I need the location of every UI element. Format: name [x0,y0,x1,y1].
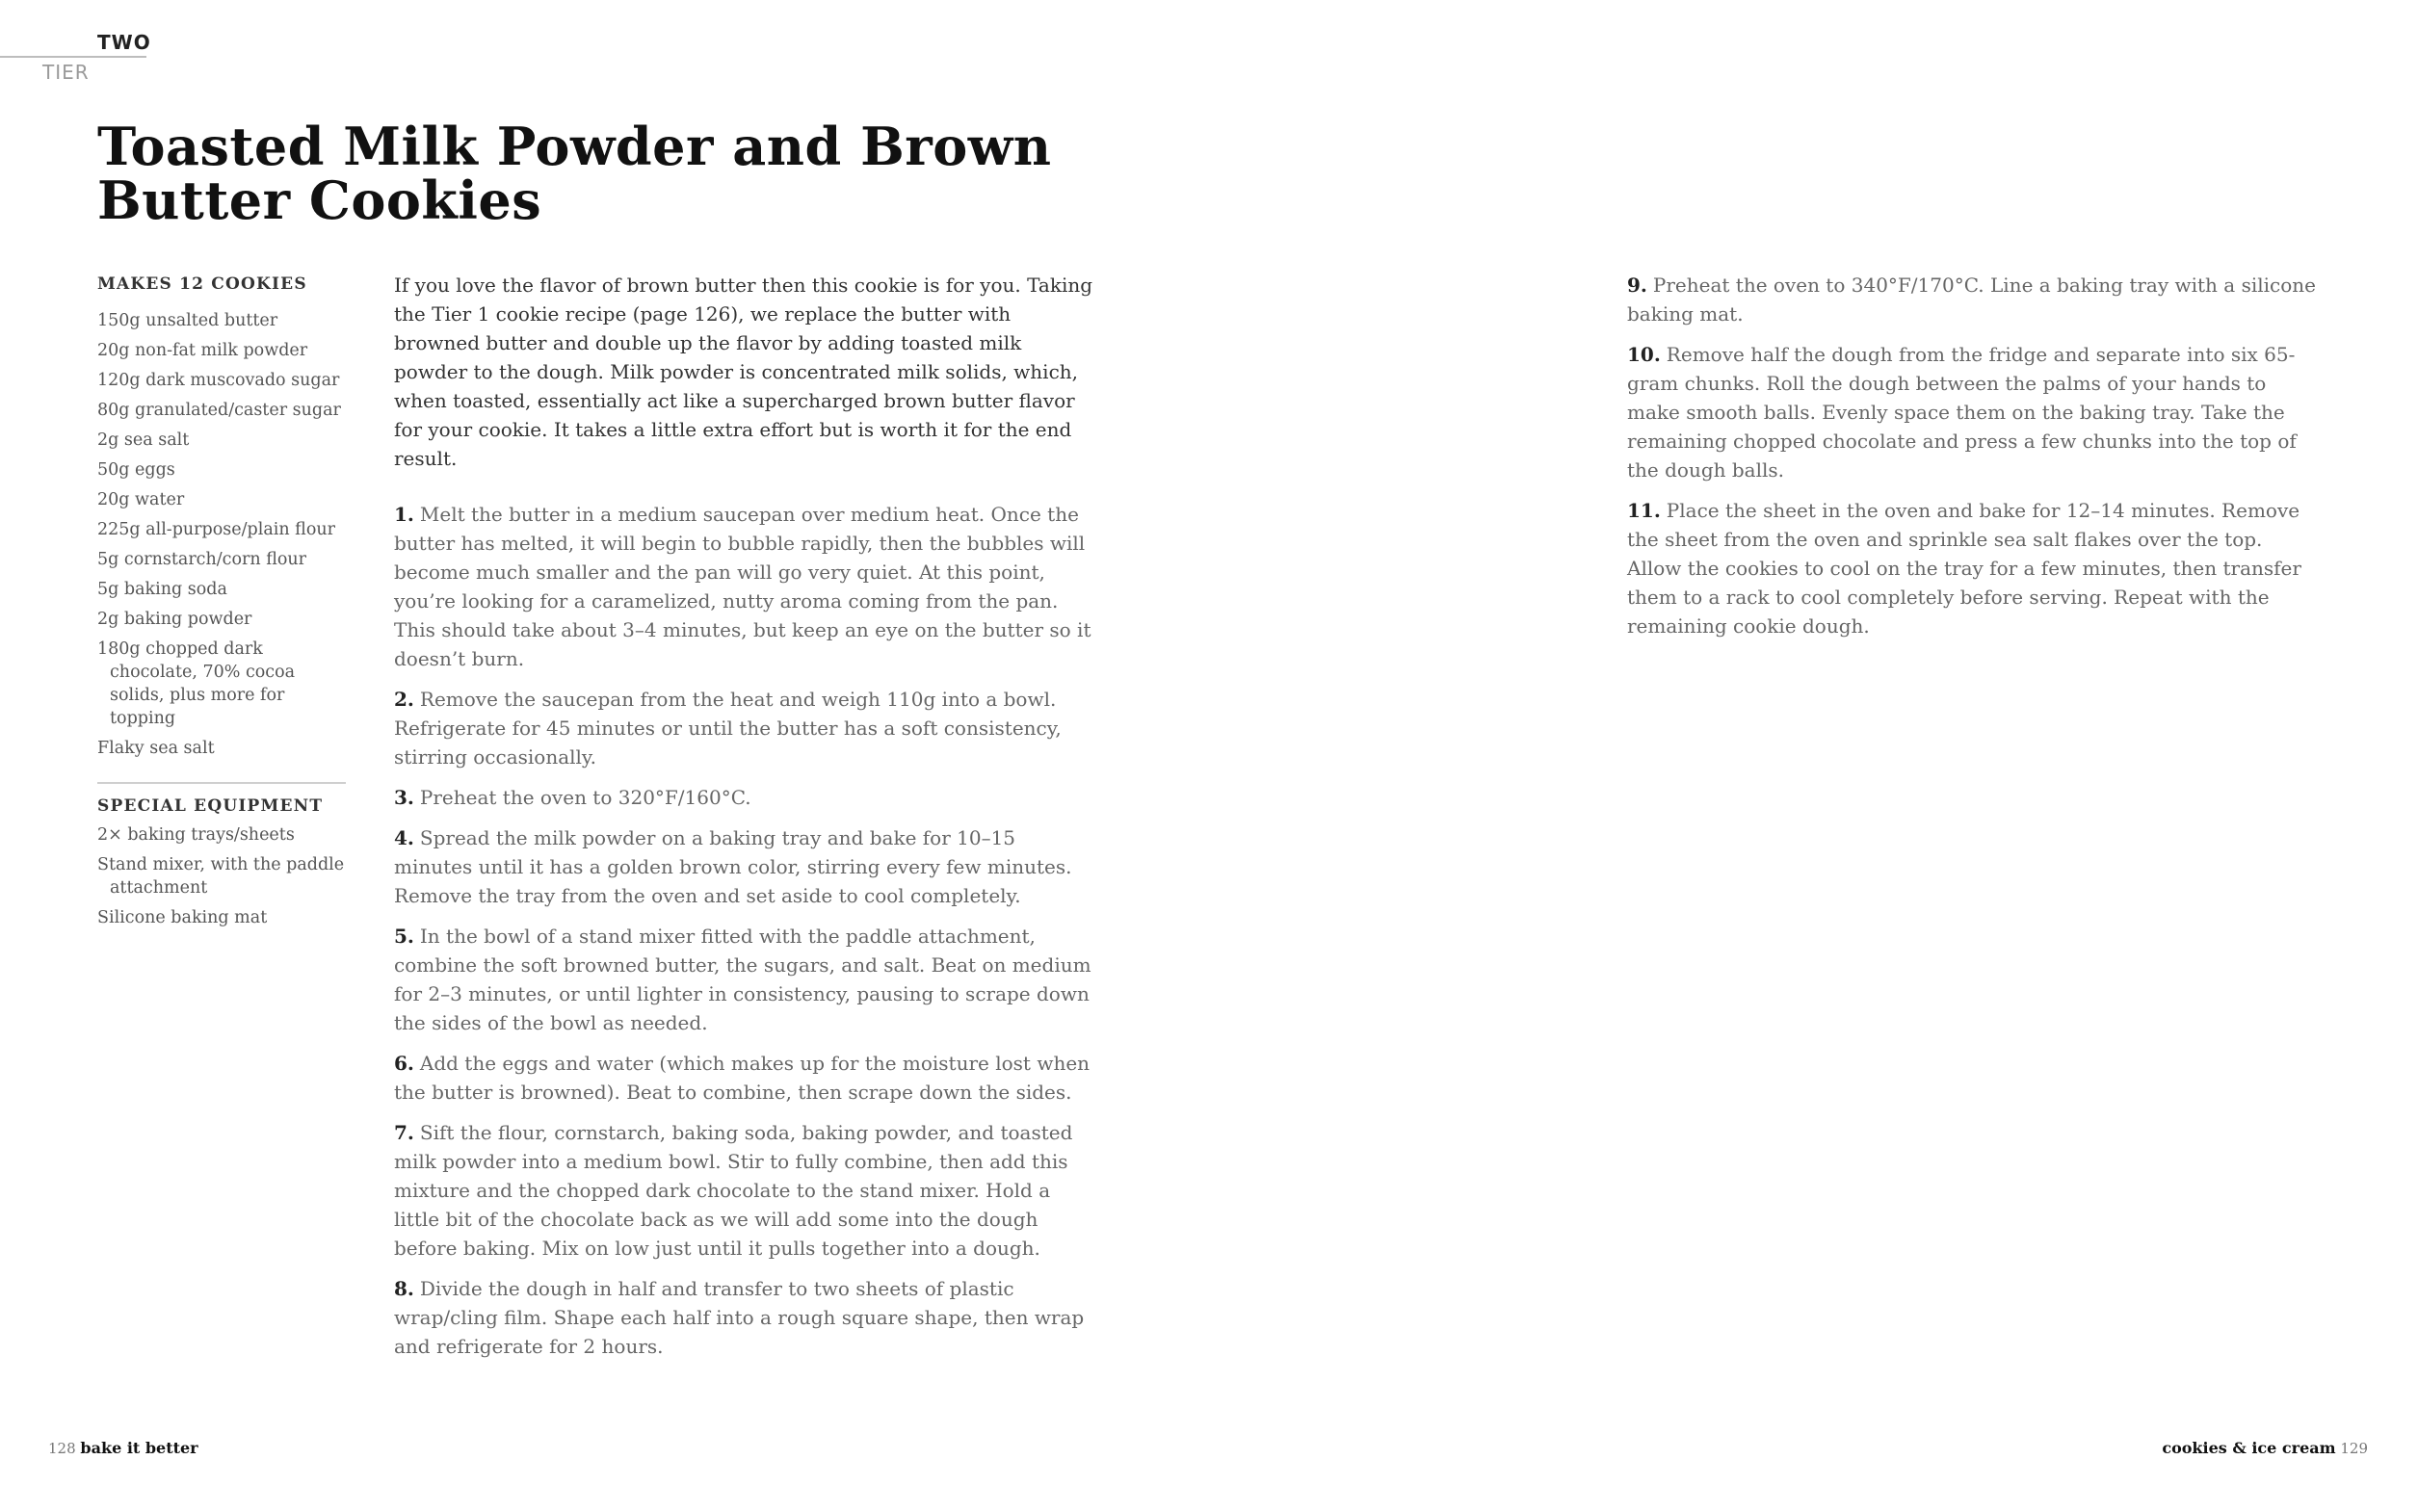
equipment-item: Silicone baking mat [97,908,268,927]
method-column-right [1627,271,2321,652]
chapter-label: TIER [42,61,90,84]
step-text: Sift the flour, cornstarch, baking soda, baking powder, and toasted milk powder into a medium bowl. Stir to fully combine, then add this mixture and the chopped dark chocolate to the stand mixer. Hold a little bit of the chocolate back as we will add some into the dough before baking. Mix on low just until it pulls together into a dough. [394,1121,1073,1260]
ingredient-list [97,309,350,760]
step-text: Add the eggs and water (which makes up for the moisture lost when the butter is browned). Beat to combine, then scrape down the sides. [394,1052,1091,1104]
footer-right [2162,1439,2368,1457]
recipe-title [97,116,1253,231]
step-text: Preheat the oven to 340°F/170°C. Line a baking tray with a silicone baking mat. [1627,274,2316,326]
step-text: Preheat the oven to 320°F/160°C. [419,786,751,809]
step-number: 7. [394,1121,414,1144]
ingredient-item: 5g baking soda [97,580,227,599]
chapter-number: TWO [97,31,151,54]
step-text: Divide the dough in half and transfer to two sheets of plastic wrap/cling film. Shape each half into a rough square shape, then wrap and refrigerate for 2 hours. [394,1277,1085,1358]
step-list [394,500,1097,1361]
method-column-left [394,271,1097,1372]
method-step [394,685,1097,771]
recipe-title-line: Butter Cookies [97,169,542,231]
step-number: 10. [1627,343,1661,366]
ingredient-item: 20g non-fat milk powder [97,341,308,360]
step-text: Remove half the dough from the fridge and separate into six 65-gram chunks. Roll the dough between the palms of your hands to make smooth balls. Evenly space them on the baking tray. Take the remaining chopped chocolate and press a few chunks into the top of the dough balls. [1627,343,2297,482]
method-step [394,1049,1097,1107]
method-step [394,783,1097,812]
equipment-item: 2× baking trays/sheets [97,825,295,845]
ingredient-item: 225g all-purpose/plain flour [97,520,336,539]
chapter-divider [0,56,146,58]
step-number: 11. [1627,499,1661,522]
step-number: 6. [394,1052,414,1075]
step-text: Place the sheet in the oven and bake for 12–14 minutes. Remove the sheet from the oven and sprinkle sea salt flakes over the top. Allow the cookies to cool on the tray for a few minutes, then transfer them to a rack to cool completely before serving. Repeat with the remaining cookie dough. [1627,499,2301,638]
ingredient-item: Flaky sea salt [97,739,215,758]
step-text: In the bowl of a stand mixer fitted with the paddle attachment, combine the soft browned butter, the sugars, and salt. Beat on medium for 2–3 minutes, or until lighter in consistency, pausing to scrape down the sides of the bowl as needed. [394,925,1091,1034]
step-number: 1. [394,503,414,526]
page-number: 129 [2340,1440,2368,1457]
ingredient-item: 50g eggs [97,460,175,480]
ingredients-column [97,273,350,936]
ingredient-item: 150g unsalted butter [97,311,278,330]
footer-left [48,1439,198,1457]
step-number: 9. [1627,274,1647,297]
method-step [394,1274,1097,1361]
ingredient-item: 2g sea salt [97,430,190,450]
method-step [1627,271,2321,328]
method-step [1627,496,2321,640]
book-title: bake it better [80,1439,198,1457]
step-number: 8. [394,1277,414,1300]
method-step [394,922,1097,1037]
ingredient-item: 20g water [97,490,185,509]
ingredient-item: 2g baking powder [97,610,252,629]
method-step [394,823,1097,910]
ingredient-item: 80g granulated/caster sugar [97,401,341,420]
step-number: 4. [394,826,414,849]
step-number: 3. [394,786,414,809]
chapter-title: cookies & ice cream [2162,1439,2336,1457]
intro-paragraph: If you love the flavor of brown butter then this cookie is for you. Taking the Tier 1 cookie recipe (page 126), we replace the butter with browned butter and double up the flavor by adding toasted milk powder to the dough. Milk powder is concentrated milk solids, which, when toasted, essentially act like a supercharged brown butter flavor for your cookie. It takes a little extra effort but is worth it for the end result. [394,274,1093,470]
equipment-heading: SPECIAL EQUIPMENT [97,796,324,816]
step-text: Spread the milk powder on a baking tray and bake for 10–15 minutes until it has a golden brown color, stirring every few minutes. Remove the tray from the oven and set aside to cool completely. [394,826,1072,907]
method-step [1627,340,2321,484]
ingredient-item: 120g dark muscovado sugar [97,371,340,390]
method-step [394,500,1097,673]
step-text: Melt the butter in a medium saucepan over medium heat. Once the butter has melted, it will begin to bubble rapidly, then the bubbles will become much smaller and the pan will go very quiet. At this point, you’re looking for a caramelized, nutty aroma coming from the pan. This should take about 3–4 minutes, but keep an eye on the butter so it doesn’t burn. [394,503,1091,670]
ingredient-item: 180g chopped dark chocolate, 70% cocoa solids, plus more for topping [97,639,296,728]
method-step [394,1118,1097,1263]
equipment-item: Stand mixer, with the paddle attachment [97,855,345,898]
page-number: 128 [48,1440,76,1457]
yield-heading: MAKES 12 COOKIES [97,274,307,294]
step-text: Remove the saucepan from the heat and weigh 110g into a bowl. Refrigerate for 45 minutes or until the butter has a soft consistency, stirring occasionally. [394,688,1062,769]
equipment-list [97,823,350,929]
recipe-title-line: Toasted Milk Powder and Brown [97,116,1052,177]
section-divider [97,782,346,784]
step-number: 2. [394,688,414,711]
ingredient-item: 5g cornstarch/corn flour [97,550,307,569]
step-number: 5. [394,925,414,948]
